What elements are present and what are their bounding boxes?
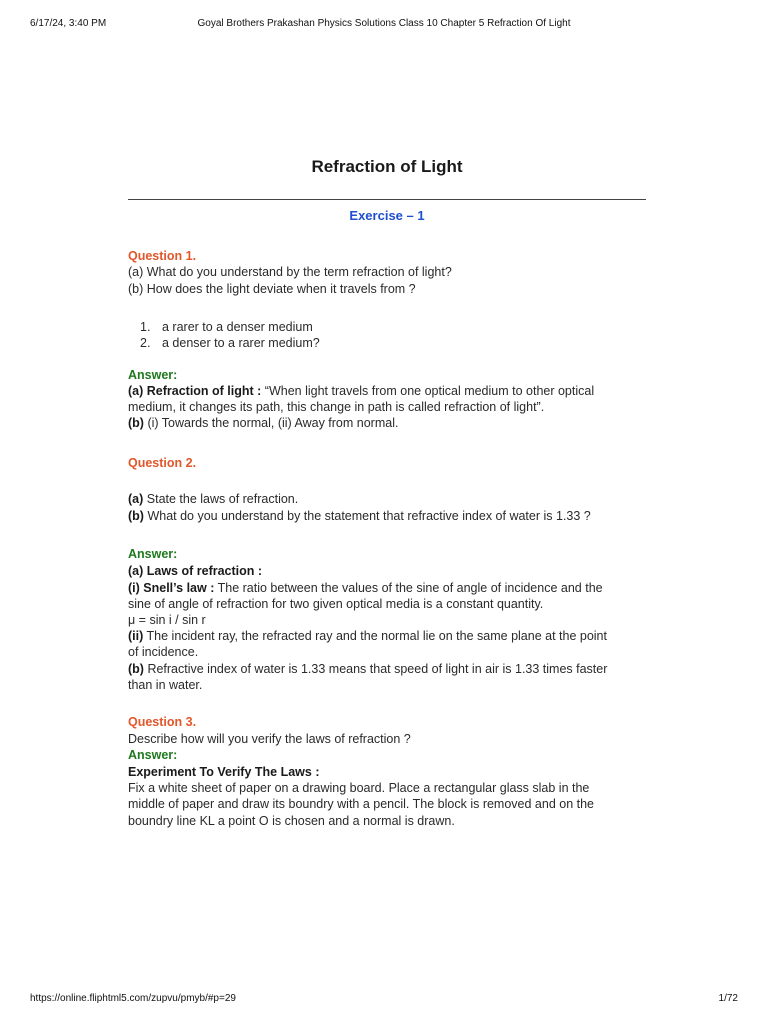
answer-b-label: (b) [128,662,144,676]
print-page-count: 1/72 [718,993,738,1004]
question-3-answer-label: Answer: [128,748,178,762]
question-2-part-a [128,491,648,507]
snells-law-formula: μ = sin i / sin r [128,613,206,627]
second-law-line [128,628,648,644]
experiment-line-3: boundry line KL a point O is chosen and a normal is drawn. [128,814,455,828]
question-2-answer-label: Answer: [128,547,178,561]
question-1-answer-a-cont: medium, it changes its path, this change in path is called refraction of light”. [128,400,545,414]
list-item-text: a denser to a rarer medium? [162,336,320,350]
part-a-text: State the laws of refraction. [143,492,299,506]
second-law-text: The incident ray, the refracted ray and the normal lie on the same plane at the point [143,629,607,643]
snells-law-line [128,580,648,596]
second-law-cont: of incidence. [128,645,199,659]
print-url[interactable]: https://online.fliphtml5.com/zupvu/pmyb/#p=29 [30,993,236,1004]
experiment-line-1: Fix a white sheet of paper on a drawing board. Place a rectangular glass slab in the [128,781,590,795]
page-title: Refraction of Light [311,157,463,176]
experiment-heading: Experiment To Verify The Laws : [128,765,320,779]
snells-law-cont: sine of angle of refraction for two given optical media is a constant quantity. [128,597,544,611]
part-b-label: (b) [128,509,144,523]
print-datetime: 6/17/24, 3:40 PM [30,18,107,29]
part-b-text: What do you understand by the statement that refractive index of water is 1.33 ? [143,509,591,523]
question-3-heading: Question 3. [128,715,197,729]
snells-law-label: (i) Snell’s law : [128,581,215,595]
question-2-part-b [128,508,648,524]
print-doc-title: Goyal Brothers Prakashan Physics Solutions Class 10 Chapter 5 Refraction Of Light [197,18,571,29]
question-2-answer-b-cont: than in water. [128,678,203,692]
list-item-number: 1. [140,320,151,334]
second-law-label: (ii) [128,629,144,643]
snells-law-text: The ratio between the values of the sine of angle of incidence and the [214,581,603,595]
question-3-text: Describe how will you verify the laws of refraction ? [128,732,411,746]
question-1-answer-a [128,383,648,399]
question-1-part-a: (a) What do you understand by the term refraction of light? [128,265,452,279]
question-1-answer-b [128,415,648,431]
answer-a-text: “When light travels from one optical medium to other optical [261,384,595,398]
experiment-line-2: middle of paper and draw its boundry with a pencil. The block is removed and on the [128,797,595,811]
question-2-answer-b [128,661,648,677]
list-item [140,319,313,335]
question-1-heading: Question 1. [128,249,197,263]
laws-of-refraction-label: (a) Laws of refraction : [128,564,263,578]
answer-b-text: Refractive index of water is 1.33 means that speed of light in air is 1.33 times faster [143,662,608,676]
question-1-part-b: (b) How does the light deviate when it travels from ? [128,282,416,296]
title-divider [128,199,646,200]
list-item-text: a rarer to a denser medium [162,320,313,334]
answer-b-text: (i) Towards the normal, (ii) Away from normal. [143,416,399,430]
question-1-answer-label: Answer: [128,368,178,382]
question-2-heading: Question 2. [128,456,197,470]
answer-a-label: (a) Refraction of light : [128,384,262,398]
part-a-label: (a) [128,492,144,506]
answer-b-label: (b) [128,416,144,430]
list-item [140,335,320,351]
list-item-number: 2. [140,336,151,350]
exercise-heading: Exercise – 1 [349,208,425,223]
